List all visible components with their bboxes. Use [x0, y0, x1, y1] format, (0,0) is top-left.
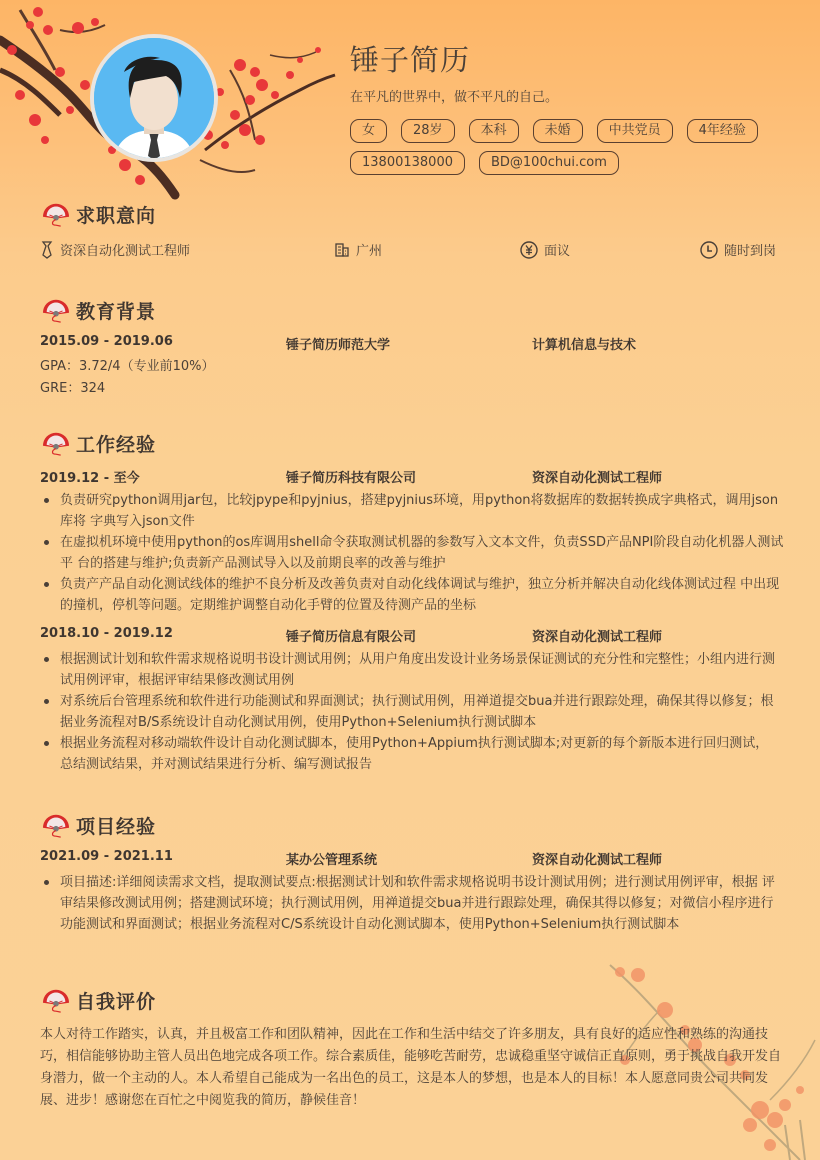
section-education	[40, 296, 785, 400]
section-title	[40, 200, 785, 228]
education-major: 计算机信息与技术	[532, 338, 637, 353]
list-item: 根据测试计划和软件需求规格说明书设计测试用例；从用户角度出发设计业务场景保证测试的充分性和完整性；小组内进行测试用例评审，根据评审结果修改测试用例	[40, 649, 785, 691]
section-title-text: 求职意向	[76, 204, 157, 227]
section-title	[40, 986, 785, 1014]
list-item: 在虚拟机环境中使用python的os库调用shell命令获取测试机器的参数写入文本文件，负责SSD产品NPI阶段自动化机器人测试平 台的搭建与维护;负责新产品测试导入以及前期良率的改善与维护	[40, 532, 785, 574]
section-title	[40, 296, 785, 324]
job-bullets	[40, 490, 785, 616]
section-title	[40, 429, 785, 457]
job-role: 资深自动化测试工程师	[532, 471, 663, 486]
avatar	[90, 34, 218, 162]
section-job-intent	[40, 200, 785, 259]
avatar-man-icon	[94, 38, 214, 158]
section-work-experience	[40, 429, 785, 775]
tag-experience: 4年经验	[687, 119, 758, 143]
resume-header	[350, 42, 790, 175]
fan-icon	[40, 429, 72, 457]
job-company: 锤子简历科技有限公司	[286, 471, 417, 486]
job-header-row	[40, 626, 785, 644]
education-gre: GRE：324	[40, 381, 106, 396]
section-title-text: 项目经验	[76, 815, 157, 838]
section-title-text: 自我评价	[76, 990, 157, 1013]
list-item: 对系统后台管理系统和软件进行功能测试和界面测试；执行测试用例，用禅道提交bua并进行跟踪处理，确保其得以修复；根据业务流程对B/S系统设计自动化测试用例，使用Python+Selenium执行测试脚本	[40, 691, 785, 733]
intent-availability: 随时到岗	[700, 240, 776, 259]
intent-city: 广州	[334, 240, 520, 259]
project-date: 2021.09 - 2021.11	[40, 849, 173, 864]
tag-gender: 女	[350, 119, 387, 143]
tag-email: BD@100chui.com	[479, 151, 619, 175]
self-evaluation-text: 本人对待工作踏实，认真，并且极富工作和团队精神，因此在工作和生活中结交了许多朋友，具有良好的适应性和熟练的沟通技巧，相信能够协助主管人员出色地完成各项工作。综合素质佳，能够吃苦耐劳，忠诚稳重坚守诚信正直原则，勇于挑战自我开发自身潜力，做一个主动的人。本人希望自己能成为一名出色的员工，这是本人的梦想，也是本人的目标！本人愿意同贵公司共同发展、进步！感谢您在百忙之中阅览我的简历，静候佳音！	[40, 1027, 782, 1108]
fan-icon	[40, 811, 72, 839]
list-item: 负责研究python调用jar包，比较jpype和pyjnius，搭建pyjnius环境，用python将数据库的数据转换成字典格式，调用json库将 字典写入json文件	[40, 490, 785, 532]
tag-marital: 未婚	[533, 119, 583, 143]
list-item: 根据业务流程对移动端软件设计自动化测试脚本，使用Python+Appium执行测试脚本;对更新的每个新版本进行回归测试， 总结测试结果，并对测试结果进行分析、编写测试报告	[40, 733, 785, 775]
clock-icon	[700, 241, 718, 259]
section-project-experience	[40, 811, 785, 935]
job-role: 资深自动化测试工程师	[532, 630, 663, 645]
tag-age: 28岁	[401, 119, 455, 143]
job-date: 2018.10 - 2019.12	[40, 626, 173, 641]
info-tags	[350, 119, 790, 175]
tag-political: 中共党员	[597, 119, 673, 143]
tag-phone: 13800138000	[350, 151, 465, 175]
job-company: 锤子简历信息有限公司	[286, 630, 417, 645]
section-title-text: 工作经验	[76, 433, 157, 456]
job-header-row	[40, 467, 785, 485]
job-intent-row	[40, 240, 785, 259]
education-gpa: GPA：3.72/4（专业前10%）	[40, 359, 215, 374]
list-item: 负责产产品自动化测试线体的维护不良分析及改善负责对自动化线体调试与维护，独立分析并解决自动化线体测试过程 中出现的撞机，停机等问题。定期维护调整自动化手臂的位置及待测产品的坐标	[40, 574, 785, 616]
tie-icon	[40, 241, 54, 259]
resume-name: 锤子简历	[350, 43, 471, 77]
section-title-text: 教育背景	[76, 300, 157, 323]
intent-position: 资深自动化测试工程师	[40, 240, 334, 259]
fan-icon	[40, 200, 72, 228]
building-icon	[334, 242, 350, 258]
fan-icon	[40, 986, 72, 1014]
education-date: 2015.09 - 2019.06	[40, 334, 173, 349]
section-title	[40, 811, 785, 839]
fan-icon	[40, 296, 72, 324]
section-self-evaluation	[40, 986, 785, 1112]
job-entry	[40, 467, 785, 616]
education-row	[40, 334, 785, 352]
yen-icon	[520, 241, 538, 259]
project-header-row	[40, 849, 785, 867]
education-school: 锤子简历师范大学	[286, 338, 391, 353]
intent-salary: 面议	[520, 240, 700, 259]
project-role: 资深自动化测试工程师	[532, 853, 663, 868]
job-date: 2019.12 - 至今	[40, 471, 140, 486]
project-name: 某办公管理系统	[286, 853, 378, 868]
job-bullets	[40, 649, 785, 775]
list-item: 项目描述:详细阅读需求文档，提取测试要点:根据测试计划和软件需求规格说明书设计测试用例；进行测试用例评审，根据 评审结果修改测试用例；搭建测试环境；执行测试用例，用禅道提交bua并进行跟踪处理，确保其得以修复；对微信小程序进行功能测试和界面测试；根据业务流程对C/S系统设计自动化测试脚本，使用Python+Selenium执行测试脚本	[40, 872, 785, 935]
resume-motto: 在平凡的世界中，做不平凡的自己。	[350, 90, 559, 105]
job-entry	[40, 626, 785, 775]
tag-degree: 本科	[469, 119, 519, 143]
project-bullets	[40, 872, 785, 935]
